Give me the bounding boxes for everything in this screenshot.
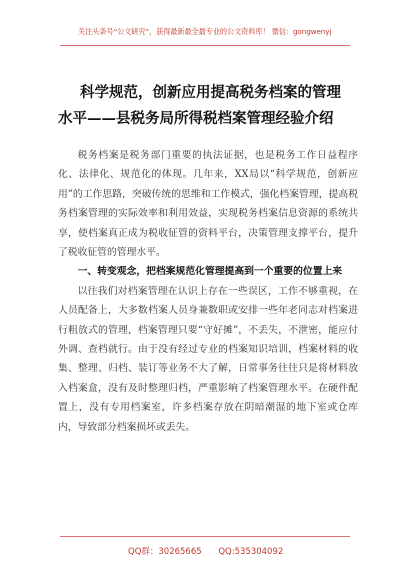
footer-qq-group: QQ群：30265665 [128,547,202,557]
footer-contact [128,545,297,557]
page-header [0,0,408,47]
section-heading-1: 一、转变观念，把档案规范化管理提高到一个重要的位置上来 [77,266,343,278]
paragraph-section-1: 以往我们对档案管理在认识上存在一些误区，工作不够重视，在人员配备上，大多数档案人员身兼数职或安排一些年老同志对档案进行粗放式的管理，档案管理只要“守好摊”，不丢失，不泄密，能应付外调、查档就行。由于没有经过专业的档案知识培训，档案材料的收集、整理、归档、装订等业务不大了解，日常事务往往只是将材料放入档案盒，没有及时整理归档，严重影响了档案管理水平。在硬件配置上，没有专用档案室，许多档案存放在阴暗潮湿的地下室或仓库内，导致部分档案损坏或丢失。 [58,285,358,433]
title-line-2: 水平——县税务局所得税档案管理经验介绍 [58,110,334,127]
footer-qq-number: QQ:535304092 [218,547,284,557]
document-title [58,80,358,132]
document-body [58,146,358,437]
page-footer [0,536,408,580]
title-line-1: 科学规范，创新应用提高税务档案的管理 [80,84,341,101]
header-promo-text: 关注头条号“公文研究”，获得最新最全最专业的公文资料库！ 微信：gongwenyj [78,27,332,36]
paragraph-intro: 税务档案是税务部门重要的执法证据，也是税务工作日益程序化、法律化、规范化的体现。几年来，XX局以“科学规范，创新应用”的工作思路，突破传统的思维和工作模式，强化档案管理，提高税务档案管理的实际效率和利用效益，实现税务档案信息资源的系统共享，使档案真正成为税收征管的资料平台，决策管理支撑平台，提升了税收征管的管理水平。 [58,150,358,259]
footer-divider [60,536,350,537]
header-divider [60,45,350,46]
